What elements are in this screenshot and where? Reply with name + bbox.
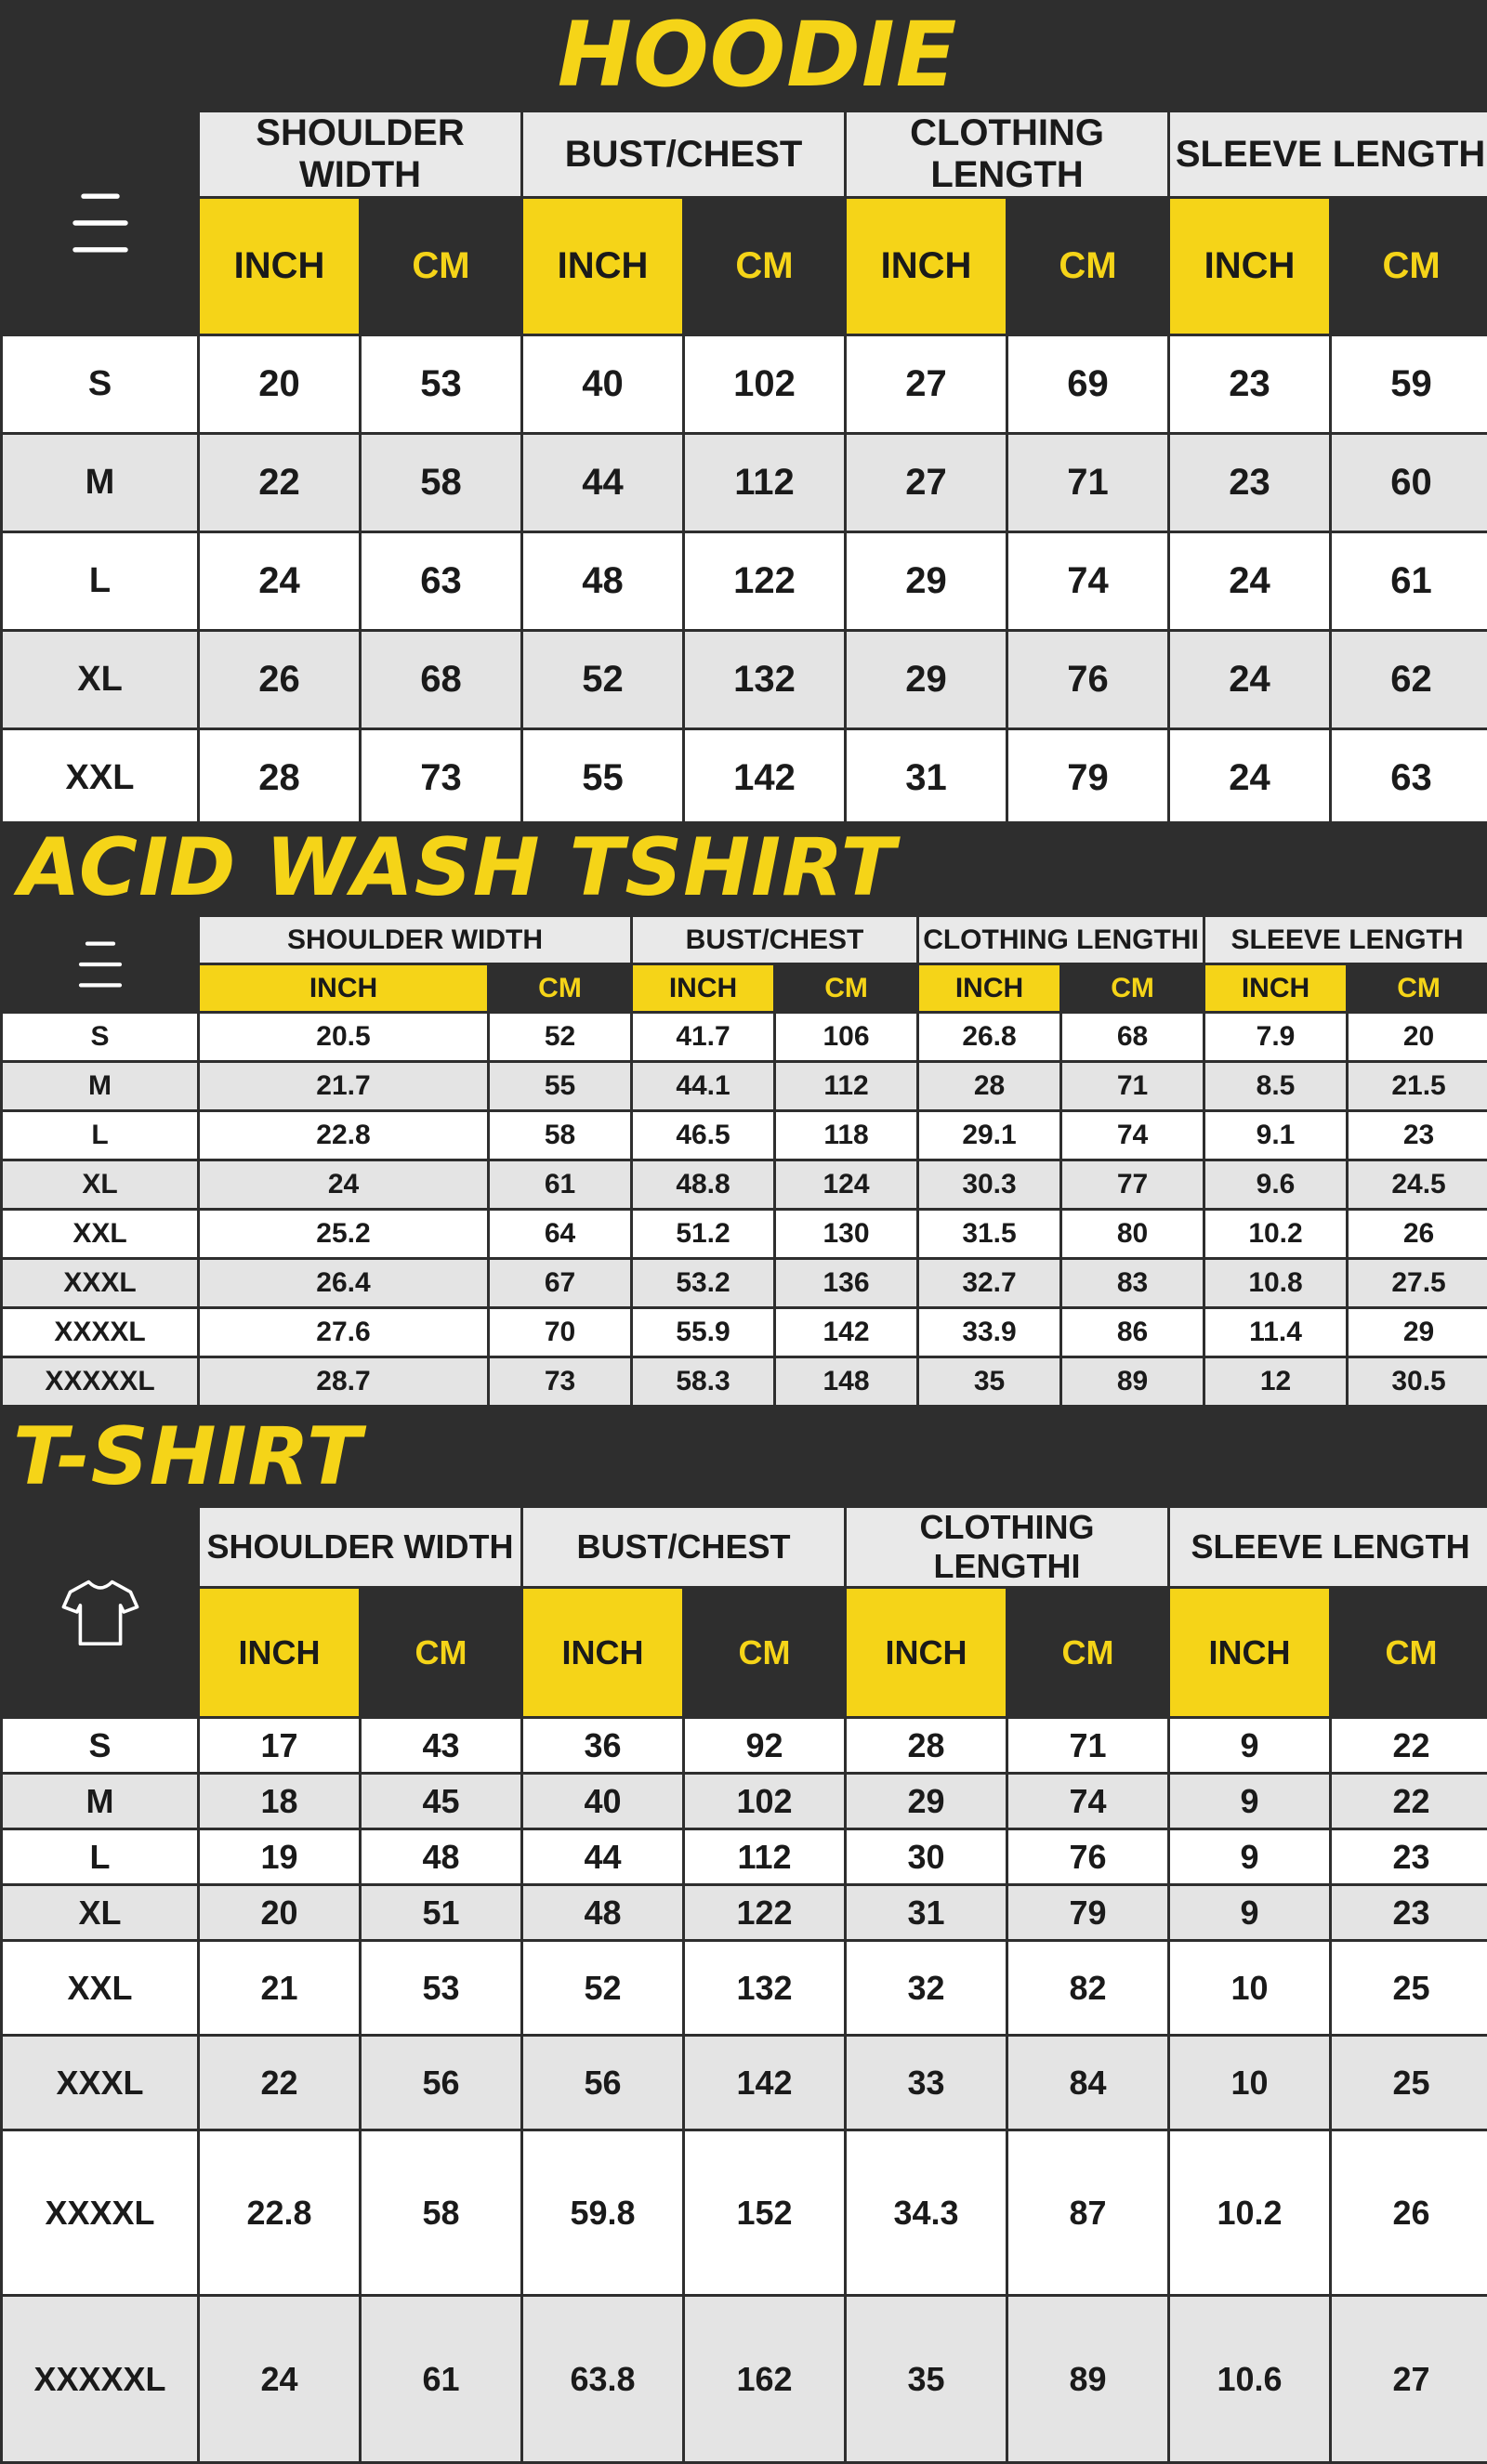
measurement-cell: 106 [775, 1013, 918, 1062]
table-row [2, 1210, 1487, 1259]
measurement-cell: 23 [1169, 335, 1331, 434]
menu-lines-icon [3, 181, 197, 265]
measurement-cell: 31 [846, 1885, 1007, 1941]
measurement-cell: 55.9 [632, 1308, 775, 1357]
unit-header-cm: CM [1061, 964, 1204, 1013]
measurement-cell: 21 [199, 1941, 361, 2036]
tshirt-icon [3, 1570, 197, 1654]
measurement-cell: 48.8 [632, 1160, 775, 1210]
measurement-cell: 89 [1061, 1357, 1204, 1407]
unit-header-cm: CM [361, 1588, 522, 1718]
table-row [2, 1357, 1487, 1407]
column-group-header: SLEEVE LENGTH [1204, 916, 1487, 964]
column-group-header: SHOULDER WIDTH [199, 111, 522, 198]
measurement-cell: 32 [846, 1941, 1007, 2036]
table-row [2, 1160, 1487, 1210]
measurement-cell: 10.8 [1204, 1259, 1348, 1308]
measurement-cell: 61 [489, 1160, 632, 1210]
size-label: XXL [2, 1941, 199, 2036]
size-label: XXL [2, 729, 199, 828]
acid-wash-banner [0, 821, 1487, 914]
tshirt-header-icon-cell [2, 1507, 199, 1718]
measurement-cell: 58.3 [632, 1357, 775, 1407]
measurement-cell: 27 [846, 434, 1007, 532]
measurement-cell: 29 [846, 532, 1007, 631]
unit-header-inch: INCH [1169, 198, 1331, 335]
measurement-cell: 24.5 [1348, 1160, 1487, 1210]
measurement-cell: 29 [1348, 1308, 1487, 1357]
unit-header-cm: CM [489, 964, 632, 1013]
measurement-cell: 142 [684, 2036, 846, 2130]
measurement-cell: 58 [361, 2130, 522, 2296]
column-group-header: SLEEVE LENGTH [1169, 111, 1487, 198]
size-label: L [2, 1829, 199, 1885]
measurement-cell: 69 [1007, 335, 1169, 434]
hoodie-size-table [0, 110, 1487, 821]
size-label: S [2, 335, 199, 434]
measurement-cell: 45 [361, 1774, 522, 1829]
unit-header-inch: INCH [522, 1588, 684, 1718]
measurement-cell: 52 [522, 631, 684, 729]
measurement-cell: 67 [489, 1259, 632, 1308]
measurement-cell: 56 [361, 2036, 522, 2130]
measurement-cell: 24 [1169, 631, 1331, 729]
measurement-cell: 77 [1061, 1160, 1204, 1210]
column-group-header: BUST/CHEST [522, 1507, 846, 1588]
table-row [2, 1259, 1487, 1308]
measurement-cell: 22.8 [199, 1111, 489, 1160]
measurement-cell: 28 [199, 729, 361, 828]
table-row [2, 335, 1487, 434]
measurement-cell: 63.8 [522, 2296, 684, 2463]
measurement-cell: 11.4 [1204, 1308, 1348, 1357]
measurement-cell: 122 [684, 1885, 846, 1941]
acid-header-icon-cell [2, 916, 199, 1013]
size-label: L [2, 532, 199, 631]
measurement-cell: 118 [775, 1111, 918, 1160]
measurement-cell: 68 [1061, 1013, 1204, 1062]
measurement-cell: 130 [775, 1210, 918, 1259]
size-label: XL [2, 1160, 199, 1210]
column-group-header: SHOULDER WIDTH [199, 1507, 522, 1588]
size-label: XL [2, 1885, 199, 1941]
measurement-cell: 62 [1331, 631, 1487, 729]
table-row [2, 1885, 1487, 1941]
measurement-cell: 71 [1007, 434, 1169, 532]
measurement-cell: 136 [775, 1259, 918, 1308]
measurement-cell: 31 [846, 729, 1007, 828]
unit-header-cm: CM [1331, 1588, 1487, 1718]
measurement-cell: 71 [1007, 1718, 1169, 1774]
measurement-cell: 29.1 [918, 1111, 1061, 1160]
acid-wash-size-table [0, 914, 1487, 1409]
measurement-cell: 18 [199, 1774, 361, 1829]
measurement-cell: 44.1 [632, 1062, 775, 1111]
measurement-cell: 73 [361, 729, 522, 828]
tshirt-banner [0, 1409, 1487, 1505]
measurement-cell: 60 [1331, 434, 1487, 532]
table-row [2, 2036, 1487, 2130]
size-label: M [2, 1774, 199, 1829]
measurement-cell: 71 [1061, 1062, 1204, 1111]
measurement-cell: 28.7 [199, 1357, 489, 1407]
measurement-cell: 52 [522, 1941, 684, 2036]
measurement-cell: 20 [199, 335, 361, 434]
measurement-cell: 22 [1331, 1774, 1487, 1829]
measurement-cell: 30.3 [918, 1160, 1061, 1210]
measurement-cell: 24 [199, 1160, 489, 1210]
measurement-cell: 89 [1007, 2296, 1169, 2463]
menu-lines-icon [3, 932, 197, 997]
measurement-cell: 132 [684, 1941, 846, 2036]
measurement-cell: 132 [684, 631, 846, 729]
measurement-cell: 25 [1331, 1941, 1487, 2036]
tshirt-title: T-SHIRT [13, 1409, 362, 1505]
measurement-cell: 102 [684, 335, 846, 434]
measurement-cell: 80 [1061, 1210, 1204, 1259]
measurement-cell: 25 [1331, 2036, 1487, 2130]
measurement-cell: 53.2 [632, 1259, 775, 1308]
unit-header-inch: INCH [199, 198, 361, 335]
measurement-cell: 30.5 [1348, 1357, 1487, 1407]
measurement-cell: 52 [489, 1013, 632, 1062]
measurement-cell: 27 [846, 335, 1007, 434]
measurement-cell: 22 [199, 2036, 361, 2130]
unit-header-cm: CM [361, 198, 522, 335]
table-row [2, 2130, 1487, 2296]
measurement-cell: 17 [199, 1718, 361, 1774]
measurement-cell: 23 [1169, 434, 1331, 532]
column-group-header: SHOULDER WIDTH [199, 916, 632, 964]
measurement-cell: 26 [1331, 2130, 1487, 2296]
measurement-cell: 10 [1169, 1941, 1331, 2036]
measurement-cell: 21.7 [199, 1062, 489, 1111]
measurement-cell: 48 [522, 1885, 684, 1941]
measurement-cell: 9 [1169, 1774, 1331, 1829]
table-row [2, 1718, 1487, 1774]
measurement-cell: 26 [199, 631, 361, 729]
size-label: L [2, 1111, 199, 1160]
measurement-cell: 30 [846, 1829, 1007, 1885]
measurement-cell: 112 [684, 434, 846, 532]
measurement-cell: 112 [775, 1062, 918, 1111]
table-row [2, 1941, 1487, 2036]
measurement-cell: 24 [199, 532, 361, 631]
measurement-cell: 58 [361, 434, 522, 532]
measurement-cell: 64 [489, 1210, 632, 1259]
table-row [2, 434, 1487, 532]
measurement-cell: 19 [199, 1829, 361, 1885]
measurement-cell: 24 [1169, 729, 1331, 828]
measurement-cell: 27.6 [199, 1308, 489, 1357]
measurement-cell: 36 [522, 1718, 684, 1774]
measurement-cell: 55 [522, 729, 684, 828]
measurement-cell: 28 [918, 1062, 1061, 1111]
hoodie-table [0, 110, 1487, 829]
column-group-header: BUST/CHEST [632, 916, 918, 964]
measurement-cell: 20.5 [199, 1013, 489, 1062]
measurement-cell: 10.2 [1169, 2130, 1331, 2296]
measurement-cell: 86 [1061, 1308, 1204, 1357]
measurement-cell: 40 [522, 335, 684, 434]
measurement-cell: 9 [1169, 1885, 1331, 1941]
unit-header-inch: INCH [199, 964, 489, 1013]
measurement-cell: 122 [684, 532, 846, 631]
measurement-cell: 22.8 [199, 2130, 361, 2296]
measurement-cell: 33.9 [918, 1308, 1061, 1357]
measurement-cell: 48 [361, 1829, 522, 1885]
column-group-header: CLOTHING LENGTH [846, 111, 1169, 198]
measurement-cell: 162 [684, 2296, 846, 2463]
size-label: XXL [2, 1210, 199, 1259]
size-label: XL [2, 631, 199, 729]
measurement-cell: 12 [1204, 1357, 1348, 1407]
measurement-cell: 21.5 [1348, 1062, 1487, 1111]
measurement-cell: 51 [361, 1885, 522, 1941]
measurement-cell: 8.5 [1204, 1062, 1348, 1111]
measurement-cell: 48 [522, 532, 684, 631]
table-row [2, 729, 1487, 828]
size-label: XXXXXL [2, 2296, 199, 2463]
measurement-cell: 34.3 [846, 2130, 1007, 2296]
unit-header-inch: INCH [632, 964, 775, 1013]
column-group-header: CLOTHING LENGTHI [846, 1507, 1169, 1588]
table-row [2, 1013, 1487, 1062]
size-label: XXXXL [2, 2130, 199, 2296]
table-row [2, 1829, 1487, 1885]
measurement-cell: 59 [1331, 335, 1487, 434]
measurement-cell: 73 [489, 1357, 632, 1407]
measurement-cell: 32.7 [918, 1259, 1061, 1308]
table-row [2, 1308, 1487, 1357]
measurement-cell: 76 [1007, 1829, 1169, 1885]
hoodie-banner [0, 0, 1487, 110]
measurement-cell: 79 [1007, 729, 1169, 828]
unit-header-cm: CM [684, 198, 846, 335]
measurement-cell: 41.7 [632, 1013, 775, 1062]
measurement-cell: 148 [775, 1357, 918, 1407]
measurement-cell: 76 [1007, 631, 1169, 729]
acid-wash-title: ACID WASH TSHIRT [19, 821, 896, 914]
measurement-cell: 27.5 [1348, 1259, 1487, 1308]
size-label: M [2, 1062, 199, 1111]
size-label: S [2, 1013, 199, 1062]
measurement-cell: 9.6 [1204, 1160, 1348, 1210]
measurement-cell: 87 [1007, 2130, 1169, 2296]
size-label: XXXL [2, 2036, 199, 2130]
measurement-cell: 68 [361, 631, 522, 729]
measurement-cell: 58 [489, 1111, 632, 1160]
measurement-cell: 92 [684, 1718, 846, 1774]
measurement-cell: 35 [846, 2296, 1007, 2463]
measurement-cell: 63 [1331, 729, 1487, 828]
unit-header-inch: INCH [918, 964, 1061, 1013]
measurement-cell: 74 [1007, 532, 1169, 631]
unit-header-cm: CM [1007, 198, 1169, 335]
measurement-cell: 23 [1348, 1111, 1487, 1160]
measurement-cell: 28 [846, 1718, 1007, 1774]
size-label: XXXXXL [2, 1357, 199, 1407]
unit-header-inch: INCH [846, 198, 1007, 335]
measurement-cell: 152 [684, 2130, 846, 2296]
measurement-cell: 9 [1169, 1829, 1331, 1885]
measurement-cell: 9.1 [1204, 1111, 1348, 1160]
size-label: S [2, 1718, 199, 1774]
measurement-cell: 102 [684, 1774, 846, 1829]
measurement-cell: 26.4 [199, 1259, 489, 1308]
measurement-cell: 63 [361, 532, 522, 631]
unit-header-cm: CM [1331, 198, 1487, 335]
column-group-header: BUST/CHEST [522, 111, 846, 198]
table-row [2, 631, 1487, 729]
measurement-cell: 112 [684, 1829, 846, 1885]
measurement-cell: 44 [522, 1829, 684, 1885]
measurement-cell: 59.8 [522, 2130, 684, 2296]
column-group-header: SLEEVE LENGTH [1169, 1507, 1487, 1588]
measurement-cell: 74 [1061, 1111, 1204, 1160]
measurement-cell: 29 [846, 1774, 1007, 1829]
measurement-cell: 84 [1007, 2036, 1169, 2130]
measurement-cell: 33 [846, 2036, 1007, 2130]
size-label: XXXXL [2, 1308, 199, 1357]
measurement-cell: 74 [1007, 1774, 1169, 1829]
unit-header-inch: INCH [846, 1588, 1007, 1718]
table-row [2, 1062, 1487, 1111]
measurement-cell: 25.2 [199, 1210, 489, 1259]
measurement-cell: 83 [1061, 1259, 1204, 1308]
acid-table [0, 914, 1487, 1408]
measurement-cell: 9 [1169, 1718, 1331, 1774]
measurement-cell: 124 [775, 1160, 918, 1210]
table-row [2, 1774, 1487, 1829]
measurement-cell: 10.2 [1204, 1210, 1348, 1259]
measurement-cell: 24 [1169, 532, 1331, 631]
measurement-cell: 10 [1169, 2036, 1331, 2130]
measurement-cell: 24 [199, 2296, 361, 2463]
measurement-cell: 55 [489, 1062, 632, 1111]
measurement-cell: 7.9 [1204, 1013, 1348, 1062]
measurement-cell: 20 [1348, 1013, 1487, 1062]
measurement-cell: 70 [489, 1308, 632, 1357]
measurement-cell: 22 [1331, 1718, 1487, 1774]
size-label: XXXL [2, 1259, 199, 1308]
measurement-cell: 43 [361, 1718, 522, 1774]
measurement-cell: 53 [361, 1941, 522, 2036]
measurement-cell: 142 [775, 1308, 918, 1357]
measurement-cell: 61 [1331, 532, 1487, 631]
hoodie-header-icon-cell [2, 111, 199, 335]
measurement-cell: 51.2 [632, 1210, 775, 1259]
measurement-cell: 82 [1007, 1941, 1169, 2036]
measurement-cell: 23 [1331, 1885, 1487, 1941]
unit-header-cm: CM [1348, 964, 1487, 1013]
measurement-cell: 27 [1331, 2296, 1487, 2463]
unit-header-inch: INCH [1169, 1588, 1331, 1718]
measurement-cell: 22 [199, 434, 361, 532]
measurement-cell: 26 [1348, 1210, 1487, 1259]
tshirt-table [0, 1505, 1487, 2464]
unit-header-inch: INCH [1204, 964, 1348, 1013]
size-label: M [2, 434, 199, 532]
measurement-cell: 31.5 [918, 1210, 1061, 1259]
measurement-cell: 26.8 [918, 1013, 1061, 1062]
measurement-cell: 23 [1331, 1829, 1487, 1885]
measurement-cell: 40 [522, 1774, 684, 1829]
measurement-cell: 29 [846, 631, 1007, 729]
measurement-cell: 44 [522, 434, 684, 532]
measurement-cell: 56 [522, 2036, 684, 2130]
measurement-cell: 79 [1007, 1885, 1169, 1941]
column-group-header: CLOTHING LENGTHI [918, 916, 1204, 964]
measurement-cell: 53 [361, 335, 522, 434]
unit-header-inch: INCH [199, 1588, 361, 1718]
measurement-cell: 20 [199, 1885, 361, 1941]
unit-header-inch: INCH [522, 198, 684, 335]
table-row [2, 532, 1487, 631]
unit-header-cm: CM [684, 1588, 846, 1718]
measurement-cell: 61 [361, 2296, 522, 2463]
unit-header-cm: CM [775, 964, 918, 1013]
tshirt-size-table [0, 1505, 1487, 2447]
measurement-cell: 46.5 [632, 1111, 775, 1160]
table-row [2, 2296, 1487, 2463]
measurement-cell: 35 [918, 1357, 1061, 1407]
unit-header-cm: CM [1007, 1588, 1169, 1718]
measurement-cell: 10.6 [1169, 2296, 1331, 2463]
measurement-cell: 142 [684, 729, 846, 828]
hoodie-title: HOODIE [0, 0, 1487, 110]
table-row [2, 1111, 1487, 1160]
